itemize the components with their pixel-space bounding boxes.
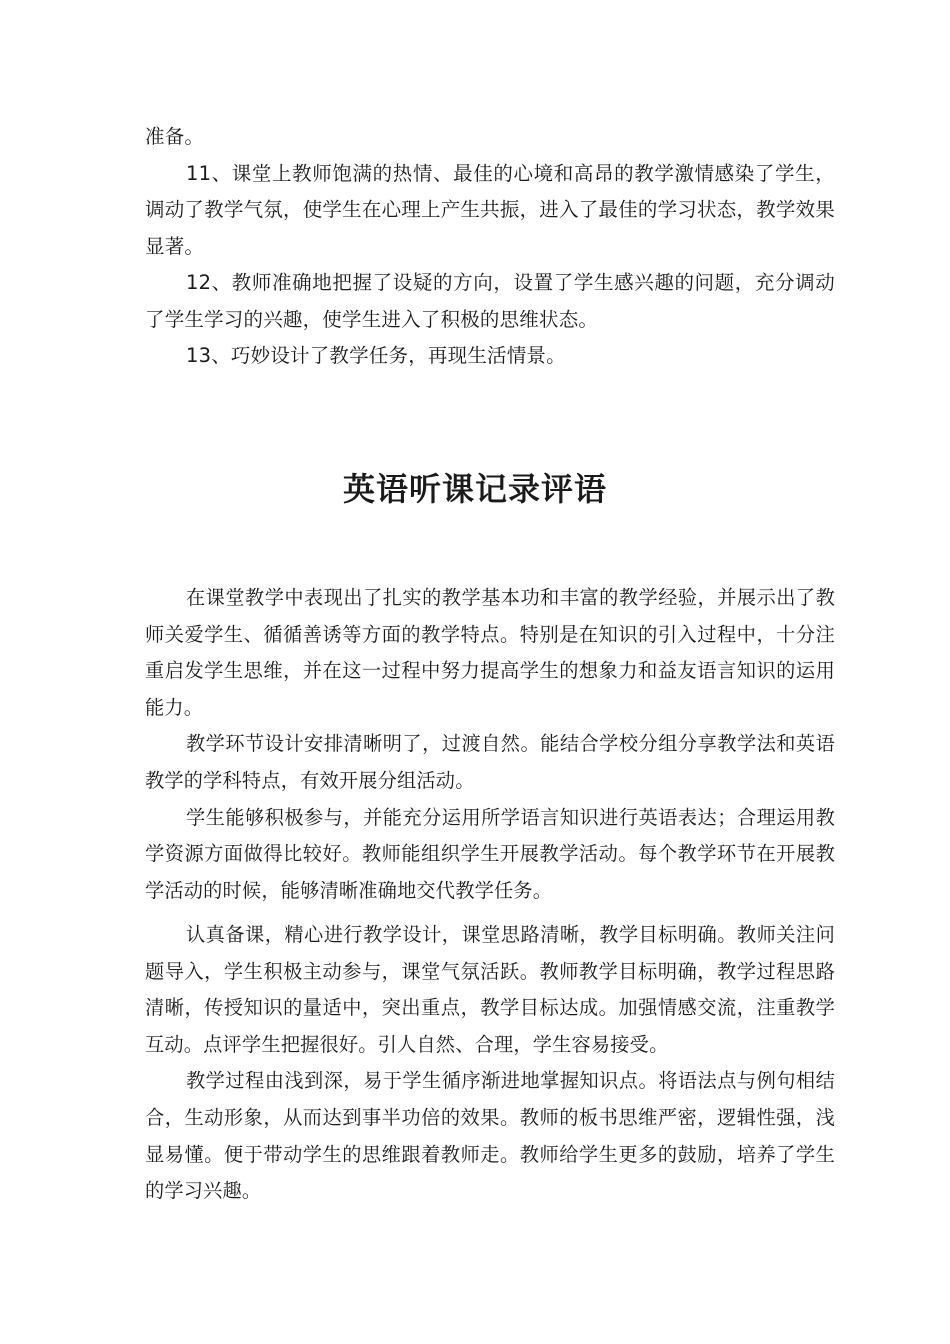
continuation-text: 准备。 bbox=[145, 125, 205, 148]
paragraph: 认真备课，精心进行教学设计，课堂思路清晰，教学目标明确。教师关注问题导入，学生积极主动参与，课堂气氛活跃。教师教学目标明确，教学过程思路清晰，传授知识的量适中，突出重点，教学目标达成。加强情感交流，注重教学互动。点评学生把握很好。引人自然、合理，学生容易接受。 bbox=[145, 923, 835, 1056]
paragraph: 教学环节设计安排清晰明了，过渡自然。能结合学校分组分享教学法和英语教学的学科特点，有效开展分组活动。 bbox=[145, 732, 835, 792]
list-item-11: 11、课堂上教师饱满的热情、最佳的心境和高昂的教学激情感染了学生，调动了教学气氛，使学生在心理上产生共振，进入了最佳的学习状态，教学效果显著。 bbox=[145, 161, 835, 258]
paragraph: 教学过程由浅到深，易于学生循序渐进地掌握知识点。将语法点与例句相结合，生动形象，从而达到事半功倍的效果。教师的板书思维严密，逻辑性强，浅显易懂。便于带动学生的思维跟着教师走。教师给学生更多的鼓励，培养了学生的学习兴趣。 bbox=[145, 1069, 835, 1203]
list-item-13: 13、巧妙设计了教学任务，再现生活情景。 bbox=[186, 344, 566, 367]
section-two bbox=[145, 917, 835, 1210]
paragraph: 在课堂教学中表现出了扎实的教学基本功和丰富的教学经验，并展示出了教师关爱学生、循循善诱等方面的教学特点。特别是在知识的引入过程中，十分注重启发学生思维，并在这一过程中努力提高学生的想象力和益友语言知识的运用能力。 bbox=[145, 586, 835, 719]
page-title: 英语听课记录评语 bbox=[342, 470, 607, 508]
section-one bbox=[145, 580, 835, 909]
list-item-12: 12、教师准确地把握了设疑的方向，设置了学生感兴趣的问题，充分调动了学生学习的兴趣，使学生进入了积极的思维状态。 bbox=[145, 271, 835, 331]
top-section bbox=[145, 119, 835, 375]
paragraph: 学生能够积极参与，并能充分运用所学语言知识进行英语表达；合理运用教学资源方面做得比较好。教师能组织学生开展教学活动。每个教学环节在开展教学活动的时候，能够清晰准确地交代教学任务。 bbox=[145, 805, 835, 902]
